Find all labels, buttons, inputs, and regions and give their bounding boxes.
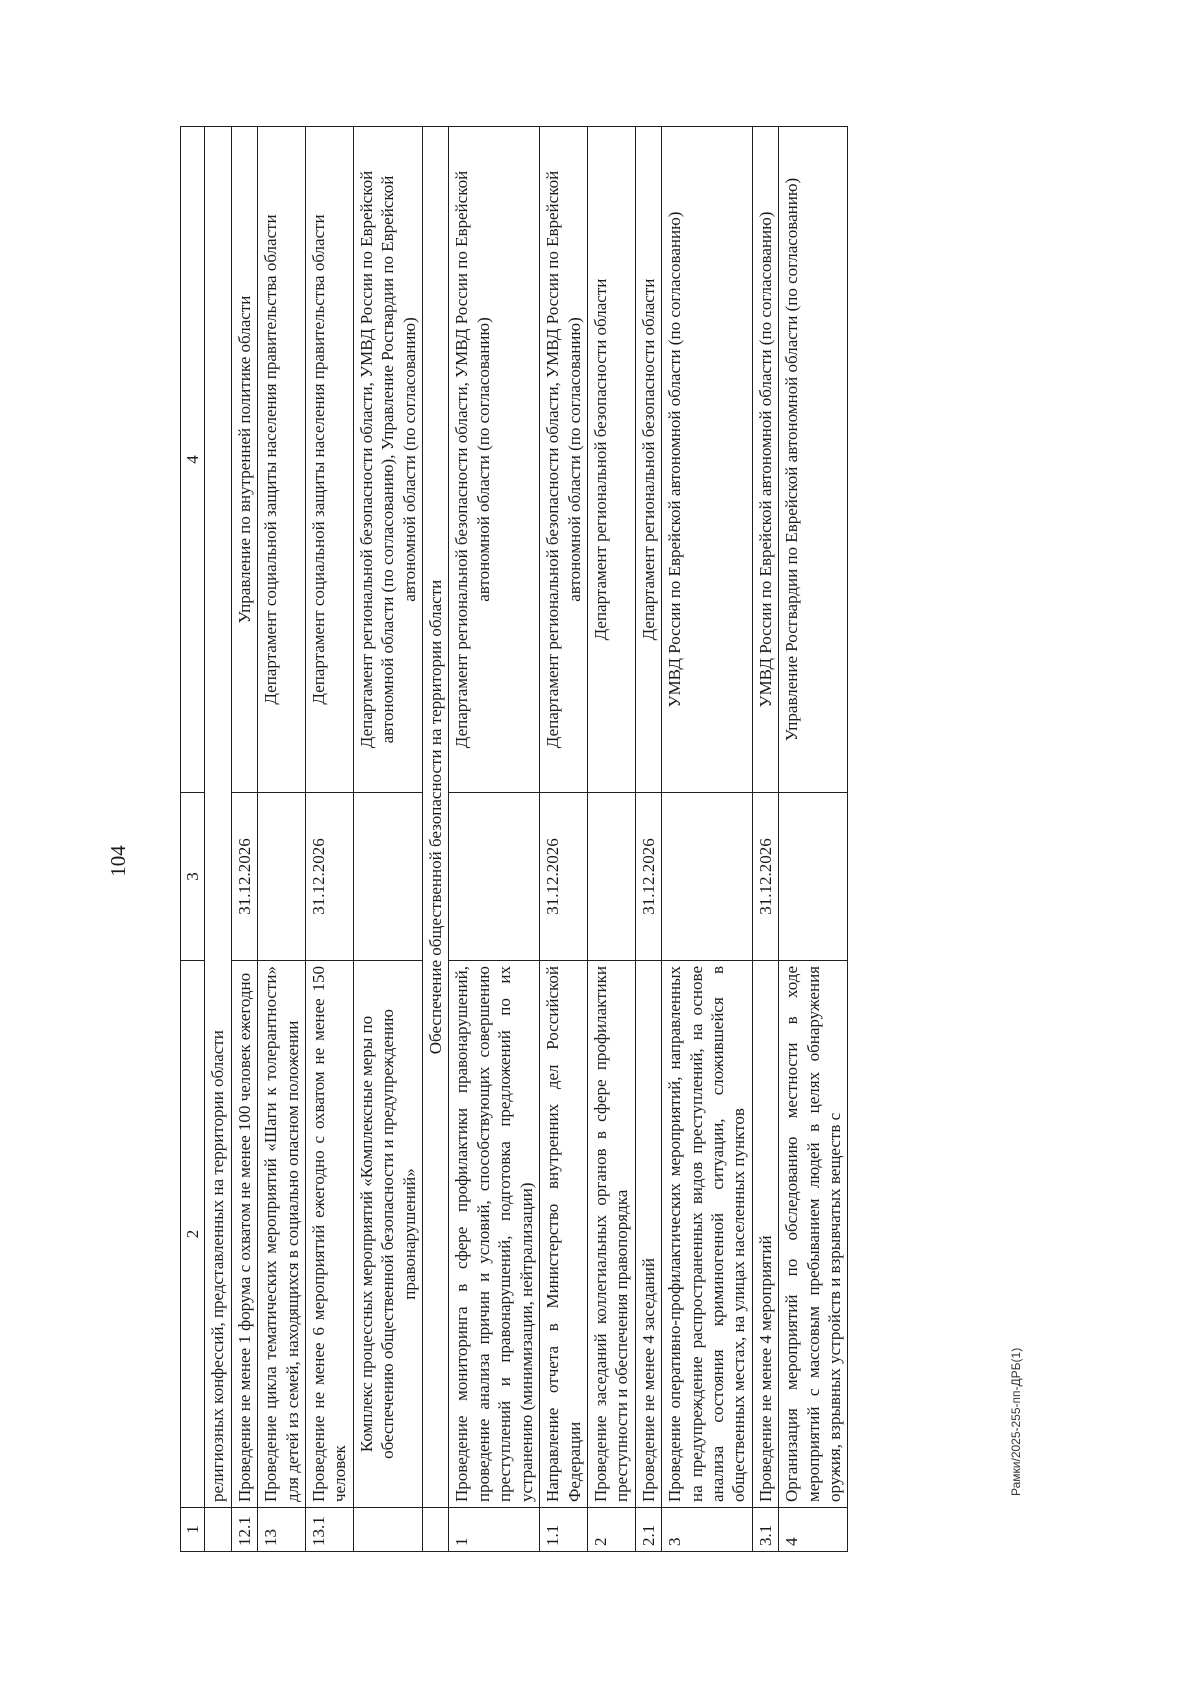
- row-deadline-cell: 31.12.2026: [231, 793, 257, 961]
- section-heading: Обеспечение общественной безопасности на территории области: [423, 127, 449, 1508]
- row-description-cell: Проведение оперативно-профилактических мероприятий, направленных на предупреждение распространенных видов преступлений, на основе анализа состояния криминогенной ситуации, сложившейся в общественных местах, на улицах населенных пунктов: [662, 961, 753, 1508]
- row-description-cell: Проведение не менее 6 мероприятий ежегодно с охватом не менее 150 человек: [306, 961, 354, 1508]
- row-description-cell: Проведение не менее 1 форума с охватом не менее 100 человек ежегодно: [231, 961, 257, 1508]
- table-row: [353, 127, 422, 1552]
- row-responsible-cell: УМВД России по Еврейской автономной области (по согласованию): [752, 127, 778, 793]
- row-number-cell: 13.1: [306, 1508, 354, 1552]
- table-row: [779, 127, 848, 1552]
- row-deadline-cell: [587, 793, 635, 961]
- row-responsible-cell: Департамент региональной безопасности области, УМВД России по Еврейской автономной области (по согласованию): [540, 127, 588, 793]
- row-deadline-cell: [258, 793, 306, 961]
- row-responsible-cell: Департамент региональной безопасности области, УМВД России по Еврейской автономной области (по согласованию): [449, 127, 540, 793]
- table-row: [449, 127, 540, 1552]
- column-number-4: 4: [181, 127, 205, 793]
- table-row: [587, 127, 635, 1552]
- row-description-cell: Комплекс процессных мероприятий «Комплексные меры по обеспечению общественной безопасности и предупреждению правонарушений»: [353, 961, 422, 1508]
- table-row: [635, 127, 661, 1552]
- row-number-cell: [353, 1508, 422, 1552]
- row-responsible-cell: Департамент региональной безопасности области: [587, 127, 635, 793]
- row-number-cell: 12.1: [231, 1508, 257, 1552]
- column-number-3: 3: [181, 793, 205, 961]
- section-heading-empty-cell: [205, 1508, 231, 1552]
- row-deadline-cell: [662, 793, 753, 961]
- row-number-cell: 3: [662, 1508, 753, 1552]
- table-row: [306, 127, 354, 1552]
- row-deadline-cell: [779, 793, 848, 961]
- row-number-cell: 2.1: [635, 1508, 661, 1552]
- row-number-cell: 1: [449, 1508, 540, 1552]
- table-row: [540, 127, 588, 1552]
- row-responsible-cell: Департамент социальной защиты населения правительства области: [258, 127, 306, 793]
- row-deadline-cell: 31.12.2026: [540, 793, 588, 961]
- row-deadline-cell: [449, 793, 540, 961]
- column-number-row: [181, 127, 205, 1552]
- row-number-cell: 4: [779, 1508, 848, 1552]
- section-heading: религиозных конфессий, представленных на территории области: [205, 127, 231, 1508]
- row-responsible-cell: Департамент социальной защиты населения правительства области: [306, 127, 354, 793]
- row-responsible-cell: УМВД России по Еврейской автономной области (по согласованию): [662, 127, 753, 793]
- document-code-footer: Рамки/2025-255-пп-ДРБ(1): [1009, 1347, 1023, 1496]
- row-number-cell: 3.1: [752, 1508, 778, 1552]
- row-description-cell: Проведение не менее 4 мероприятий: [752, 961, 778, 1508]
- row-deadline-cell: [353, 793, 422, 961]
- measures-table: [180, 126, 848, 1552]
- row-responsible-cell: Управление по внутренней политике области: [231, 127, 257, 793]
- section-heading-row: [423, 127, 449, 1552]
- section-heading-row: [205, 127, 231, 1552]
- row-deadline-cell: 31.12.2026: [635, 793, 661, 961]
- table-row: [258, 127, 306, 1552]
- section-heading-empty-cell: [423, 1508, 449, 1552]
- row-deadline-cell: 31.12.2026: [306, 793, 354, 961]
- table-row: [662, 127, 753, 1552]
- column-number-2: 2: [181, 961, 205, 1508]
- row-description-cell: Проведение не менее 4 заседаний: [635, 961, 661, 1508]
- row-number-cell: 2: [587, 1508, 635, 1552]
- row-description-cell: Проведение заседаний коллегиальных органов в сфере профилактики преступности и обеспечения правопорядка: [587, 961, 635, 1508]
- row-responsible-cell: Управление Росгвардии по Еврейской автономной области (по согласованию): [779, 127, 848, 793]
- row-number-cell: 13: [258, 1508, 306, 1552]
- table-row: [752, 127, 778, 1552]
- page-number: 104: [106, 845, 130, 877]
- row-description-cell: Проведение мониторинга в сфере профилактики правонарушений, проведение анализа причин и условий, способствующих совершению преступлений и правонарушений, подготовка предложений по их устранению (минимизации, нейтрализации): [449, 961, 540, 1508]
- row-number-cell: 1.1: [540, 1508, 588, 1552]
- row-description-cell: Проведение цикла тематических мероприятий «Шаги к толерантности» для детей из семей, находящихся в социально опасном положении: [258, 961, 306, 1508]
- rotated-table-container: [180, 127, 1010, 1552]
- row-description-cell: Направление отчета в Министерство внутренних дел Российской Федерации: [540, 961, 588, 1508]
- row-responsible-cell: Департамент региональной безопасности области: [635, 127, 661, 793]
- row-responsible-cell: Департамент региональной безопасности области, УМВД России по Еврейской автономной области (по согласованию), Управление Росгвардии по Еврейской автономной области (по согласованию): [353, 127, 422, 793]
- row-description-cell: Организация мероприятий по обследованию местности в ходе мероприятий с массовым пребыванием людей в целях обнаружения оружия, взрывных устройств и взрывчатых веществ с: [779, 961, 848, 1508]
- row-deadline-cell: 31.12.2026: [752, 793, 778, 961]
- column-number-1: 1: [181, 1508, 205, 1552]
- table-row: [231, 127, 257, 1552]
